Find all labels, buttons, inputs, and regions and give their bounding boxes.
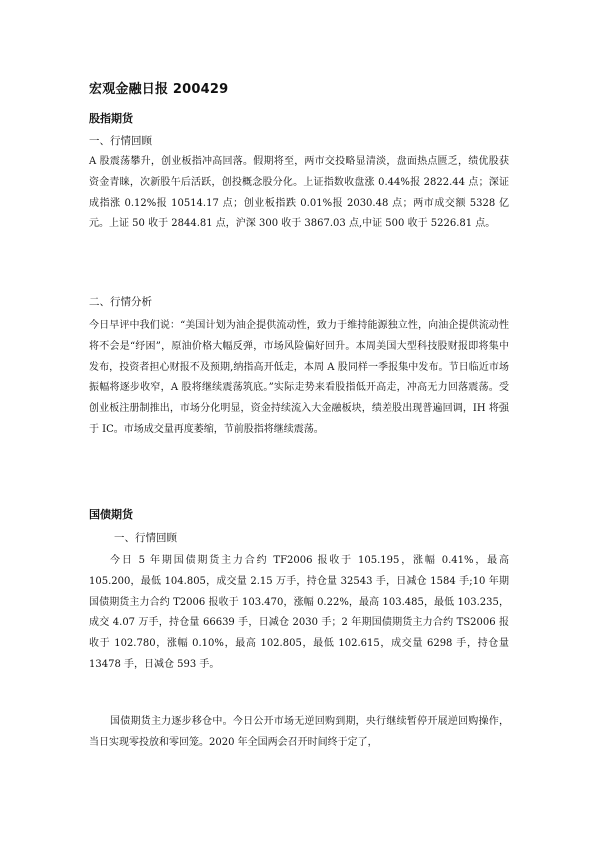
document-title: 宏观金融日报 200429	[89, 82, 229, 97]
section-heading-stock-index-futures: 股指期货	[89, 112, 133, 125]
paragraph-market-analysis: 今日早评中我们说：“美国计划为油企提供流动性，致力于维持能源独立性，向油企提供流动性将不会是“纾困”，原油价格大幅反弹，市场风险偏好回升。本周美国大型科技股财报即将集中发布，投资者担心财报不及预期,纳指高开低走，本周 A 股同样一季报集中发布。节日临近市场振幅将逐步收窄，A 股将继续震荡筑底。”实际走势来看股指低开高走，冲高无力回落震荡。受创业板注册制推出，市场分化明显，资金持续流入大金融板块，绩差股出现普遍回调，IH 将强于 IC。市场成交量再度萎缩，节前股指将继续震荡。	[89, 320, 509, 435]
subheading-market-analysis: 二、行情分析	[89, 296, 152, 308]
subheading-treasury-market-review: 一、行情回顾	[114, 532, 177, 544]
section-heading-treasury-futures: 国债期货	[89, 508, 133, 521]
paragraph-market-review: A 股震荡攀升，创业板指冲高回落。假期将至，两市交投略显清淡，盘面热点匮乏，绩优股获资金青睐，次新股午后活跃，创投概念股分化。上证指数收盘涨 0.44%报 2822.44 点；深证成指涨 0.12%报 10514.17 点；创业板指跌 0.01%报 2030.48 点；两市成交额 5328 亿元。上证 50 收于 2844.81 点，沪深 300 收于 3867.03 点,中证 500 收于 5226.81 点。	[89, 156, 509, 230]
subheading-market-review: 一、行情回顾	[89, 135, 152, 147]
paragraph-treasury-market-review: 今日 5 年期国债期货主力合约 TF2006 报收于 105.195，涨幅 0.41%，最高 105.200，最低 104.805，成交量 2.15 万手，持仓量 32543 手，日减仓 1584 手;10 年期国债期货主力合约 T2006 报收于 103.470，涨幅 0.22%，最高 103.485，最低 103.235，成交 4.07 万手，持仓量 66639 手，日减仓 2030 手；2 年期国债期货主力合约 TS2006 报收于 102.780，涨幅 0.10%，最高 102.805，最低 102.615，成交量 6298 手，持仓量 13478 手，日减仓 593 手。	[89, 555, 509, 670]
paragraph-treasury-analysis: 国债期货主力逐步移仓中。今日公开市场无逆回购到期，央行继续暂停开展逆回购操作，当日实现零投放和零回笼。2020 年全国两会召开时间终于定了，	[89, 716, 509, 748]
